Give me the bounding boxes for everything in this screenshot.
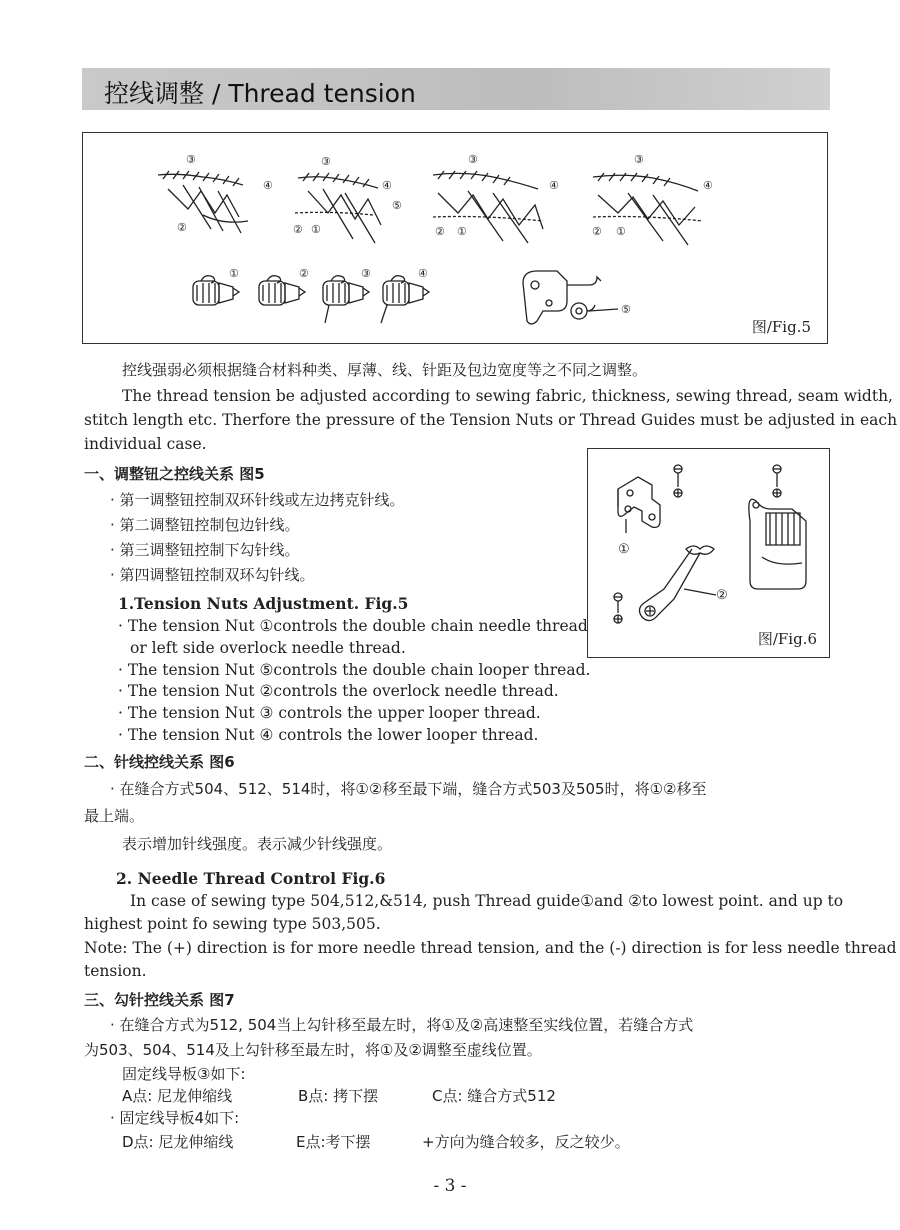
svg-text:④: ④ [263,179,273,192]
svg-text:③: ③ [468,153,478,166]
svg-text:⑤: ⑤ [621,303,631,316]
adjust-direction-markers [614,465,781,623]
section-3-line-1: · 在缝合方式为512, 504当上勾针移至最左时，将①及②高速整至实线位置，若缝合方式 [110,1016,694,1034]
section-3-point-c: C点: 缝合方式512 [432,1087,556,1105]
section-1-item-en-5: · The tension Nut ④ controls the lower looper thread. [118,726,539,744]
section-1-item-zh-2: · 第二调整钮控制包边针线。 [110,516,300,534]
section-3-heading-zh: 三、勾针控线关系 图7 [84,991,235,1009]
svg-text:⑤: ⑤ [392,199,402,212]
svg-text:③: ③ [361,267,371,280]
section-3-point-d: D点: 尼龙伸缩线 [122,1133,234,1151]
svg-text:②: ② [716,588,728,603]
page-title: 控线调整 / Thread tension [104,79,416,108]
svg-text:①: ① [618,542,630,557]
section-3-line-5: · 固定线导板4如下: [110,1109,240,1127]
section-2-heading-zh: 二、针线控线关系 图6 [84,753,235,771]
svg-text:③: ③ [321,155,331,168]
section-2-en-2: highest point fo sewing type 503,505. [84,915,381,933]
tension-nut-3 [323,276,369,323]
section-3-point-a: A点: 尼龙伸缩线 [122,1087,233,1105]
svg-text:②: ② [177,221,187,234]
section-1-item-zh-4: · 第四调整钮控制双环勾针线。 [110,566,315,584]
svg-text:①: ① [616,225,626,238]
svg-text:②: ② [293,223,303,236]
tension-nut-1 [193,276,239,305]
svg-text:③: ③ [186,153,196,166]
figure-5-caption: 图/Fig.5 [751,318,811,336]
looper-cover [749,499,806,589]
figure-6 [587,448,830,658]
section-2-body-zh-1: · 在缝合方式504、512、514时，将①②移至最下端，缝合方式503及505时，将①②移至 [110,780,707,798]
thread-guide-2 [639,546,716,621]
section-1-item-en-2: · The tension Nut ⑤controls the double chain looper thread. [118,661,591,679]
intro-en-1: The thread tension be adjusted according to sewing fabric, thickness, sewing thread, seam width, [122,387,893,405]
section-3-line-3: 固定线导板③如下: [122,1065,246,1083]
stitch-diagram-3 [433,171,543,243]
svg-text:④: ④ [549,179,559,192]
svg-text:④: ④ [703,179,713,192]
figure-5 [82,132,828,344]
intro-zh: 控线强弱必须根据缝合材料种类、厚薄、线、针距及包边宽度等之不同之调整。 [122,361,648,379]
svg-text:①: ① [229,267,239,280]
stitch-diagram-4 [593,173,703,245]
section-2-heading-en: 2. Needle Thread Control Fig.6 [116,869,386,888]
section-3-point-e: E点:考下摆 [296,1133,371,1151]
stitch-diagram-2 [295,173,381,243]
section-3-line-2: 为503、504、514及上勾针移至最左时，将①及②调整至虚线位置。 [84,1041,542,1059]
intro-en-2: stitch length etc. Therfore the pressure of the Tension Nuts or Thread Guides must be adjusted in each [84,411,898,429]
section-header-bar [82,68,830,110]
section-2-body-zh-3: 表示增加针线强度。表示减少针线强度。 [122,835,393,853]
svg-text:①: ① [457,225,467,238]
svg-text:③: ③ [634,153,644,166]
section-1-item-zh-3: · 第三调整钮控制下勾针线。 [110,541,300,559]
section-3-direction-note: +方向为缝合较多，反之较少。 [422,1133,630,1151]
section-3-point-b: B点: 拷下摆 [298,1087,379,1105]
section-1-item-en-1b: or left side overlock needle thread. [130,639,406,657]
tension-nut-5-bracket [523,271,618,324]
svg-text:②: ② [592,225,602,238]
svg-text:④: ④ [418,267,428,280]
section-2-body-zh-2: 最上端。 [84,807,145,825]
svg-text:④: ④ [382,179,392,192]
section-1-item-en-3: · The tension Nut ②controls the overlock needle thread. [118,682,559,700]
section-2-en-4: tension. [84,962,147,980]
svg-text:①: ① [311,223,321,236]
section-1-heading-en: 1.Tension Nuts Adjustment. Fig.5 [118,594,409,613]
tension-nut-4 [381,276,429,323]
thread-guide-1 [618,477,660,533]
section-2-en-1: In case of sewing type 504,512,&514, push Thread guide①and ②to lowest point. and up to [130,892,844,910]
section-1-item-zh-1: · 第一调整钮控制双环针线或左边拷克针线。 [110,491,405,509]
figure-6-caption: 图/Fig.6 [757,630,817,648]
section-1-heading-zh: 一、调整钮之控线关系 图5 [84,465,265,483]
page-number: - 3 - [433,1176,467,1196]
stitch-diagram-1 [158,171,248,233]
section-1-item-en-4: · The tension Nut ③ controls the upper looper thread. [118,704,541,722]
svg-text:②: ② [435,225,445,238]
section-1-item-en-1: · The tension Nut ①controls the double chain needle thread [118,617,588,635]
intro-en-3: individual case. [84,435,207,453]
figure-5-drawing [83,133,829,345]
tension-nut-2 [259,276,305,305]
svg-text:②: ② [299,267,309,280]
section-2-en-3: Note: The (+) direction is for more needle thread tension, and the (-) direction is for less needle thread [84,939,897,957]
